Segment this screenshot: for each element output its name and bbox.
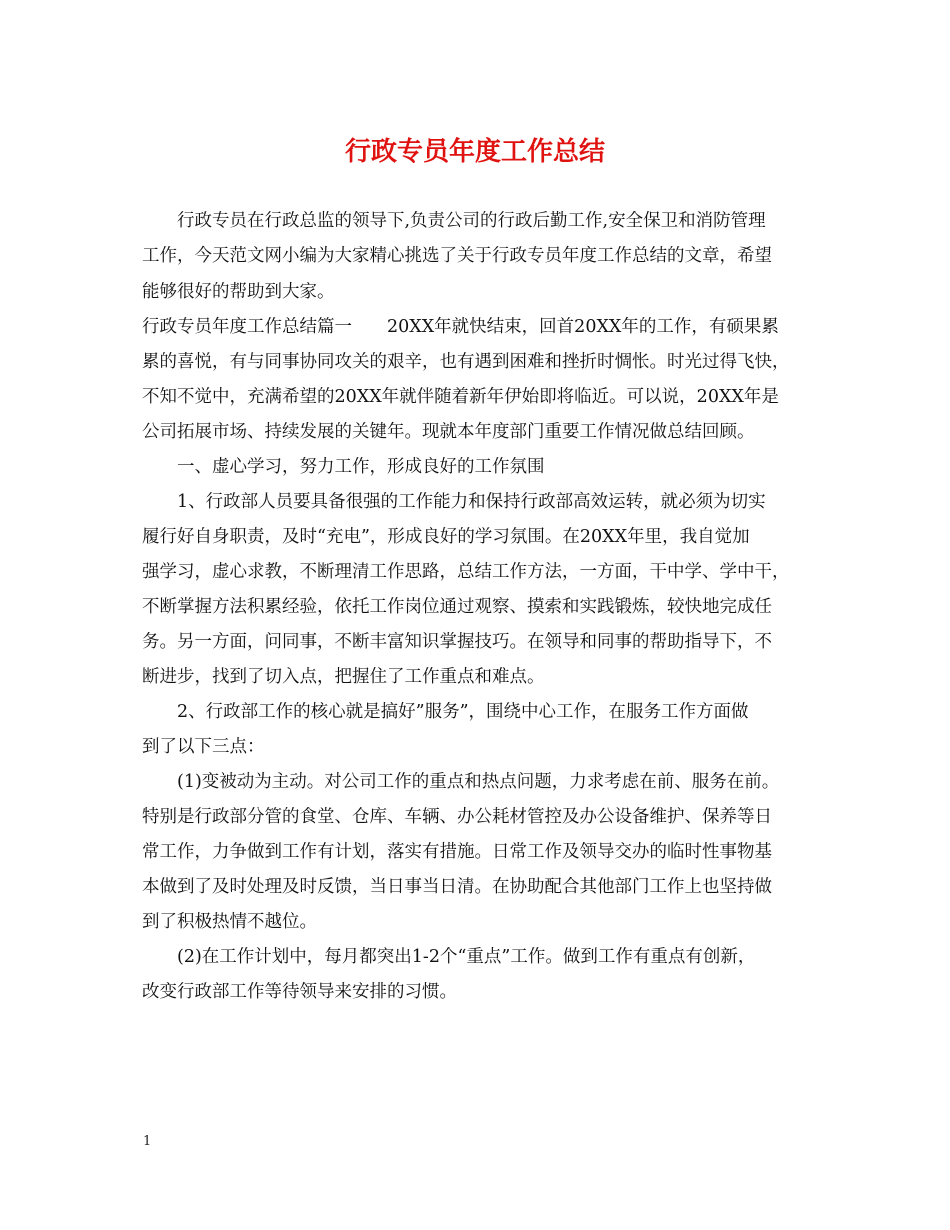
document-title: 行政专员年度工作总结	[344, 137, 605, 167]
paragraph-line: (1)变被动为主动。对公司工作的重点和热点问题，力求考虑在前、服务在前。	[177, 772, 780, 792]
paragraph-line: 强学习，虚心求教，不断理清工作思路，总结工作方法，一方面，干中学、学中干，	[142, 562, 790, 582]
page-number: 1	[143, 1134, 152, 1149]
paragraph-line: 履行好自身职责，及时“充电”，形成良好的学习氛围。在20XX年里，我自觉加	[142, 527, 750, 547]
paragraph-line: 断进步，找到了切入点，把握住了工作重点和难点。	[142, 667, 545, 687]
paragraph-line: 特别是行政部分管的食堂、仓库、车辆、办公耗材管控及办公设备维护、保养等日	[142, 807, 772, 827]
paragraph-line: 到了积极热情不越位。	[142, 912, 317, 932]
paragraph-line: 行政专员年度工作总结篇一 20XX年就快结束，回首20XX年的工作，有硕果累	[142, 317, 779, 337]
paragraph-line: 能够很好的帮助到大家。	[142, 282, 335, 302]
paragraph-line: 不断掌握方法积累经验，依托工作岗位通过观察、摸索和实践锻炼，较快地完成任	[142, 597, 772, 617]
paragraph-line: 1、行政部人员要具备很强的工作能力和保持行政部高效运转，就必须为切实	[177, 492, 766, 512]
paragraph-line: 工作，今天范文网小编为大家精心挑选了关于行政专员年度工作总结的文章，希望	[142, 246, 772, 266]
section-heading: 一、虚心学习，努力工作，形成良好的工作氛围	[177, 457, 545, 477]
paragraph-line: 务。另一方面，问同事，不断丰富知识掌握技巧。在领导和同事的帮助指导下，不	[142, 632, 772, 652]
paragraph-line: 改变行政部工作等待领导来安排的习惯。	[142, 982, 457, 1002]
paragraph-line: 到了以下三点：	[142, 737, 265, 757]
paragraph-line: 不知不觉中，充满希望的20XX年就伴随着新年伊始即将临近。可以说，20XX年是	[142, 387, 779, 407]
paragraph-line: 本做到了及时处理及时反馈，当日事当日清。在协助配合其他部门工作上也坚持做	[142, 877, 772, 897]
paragraph-line: 公司拓展市场、持续发展的关键年。现就本年度部门重要工作情况做总结回顾。	[142, 422, 755, 442]
paragraph-line: 常工作，力争做到工作有计划，落实有措施。日常工作及领导交办的临时性事物基	[142, 842, 772, 862]
paragraph-line: 2、行政部工作的核心就是搞好”服务”，围绕中心工作，在服务工作方面做	[177, 702, 749, 722]
paragraph-line: (2)在工作计划中，每月都突出1-2个“重点”工作。做到工作有重点有创新，	[177, 947, 756, 967]
paragraph-line: 累的喜悦，有与同事协同攻关的艰辛，也有遇到困难和挫折时惆怅。时光过得飞快，	[142, 352, 790, 372]
paragraph-line: 行政专员在行政总监的领导下,负责公司的行政后勤工作,安全保卫和消防管理	[177, 211, 766, 231]
